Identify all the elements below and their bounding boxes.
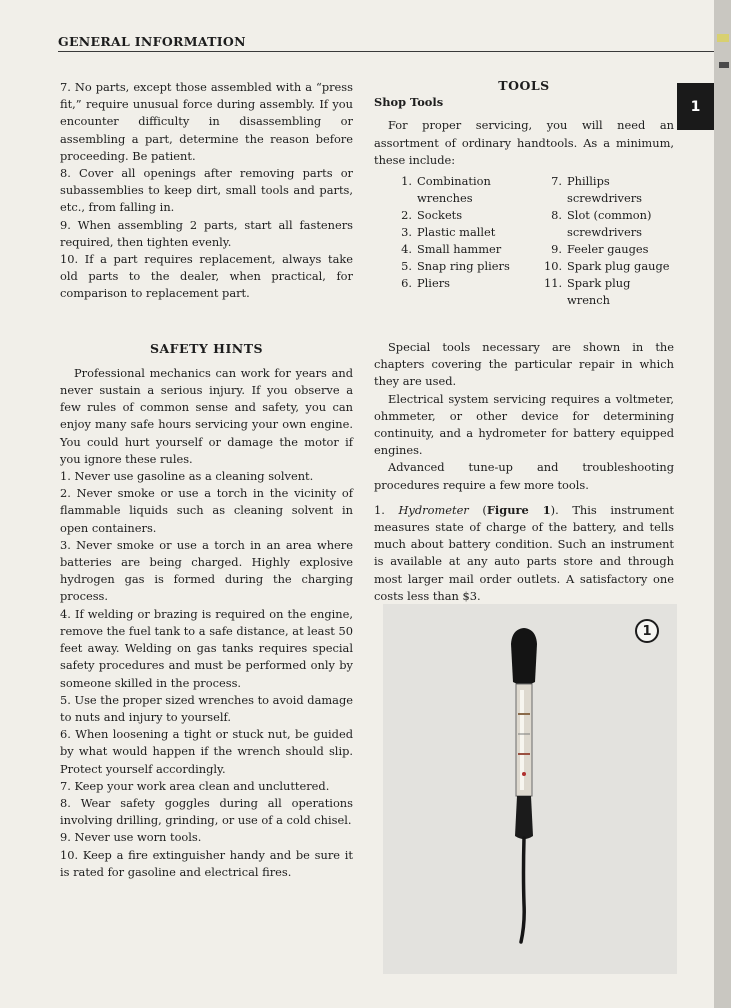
tool-item: 8. Slot (common) screwdrivers <box>551 208 652 240</box>
safety-intro: Professional mechanics can work for years and never sustain a serious injury. If you observe a few rules of common sense and safety, you can enjoy many safe hours servicing your own engine. You could hurt yourself or damage the motor if you ignore these rules. <box>60 365 353 466</box>
tools-list-left <box>374 173 544 309</box>
right-column <box>374 77 674 605</box>
safety-item: 9. Never use worn tools. <box>60 830 202 845</box>
tune-up-paragraph: Advanced tune-up and troubleshooting procedures require a few more tools. <box>374 460 674 492</box>
intro-paragraph: 9. When assembling 2 parts, start all fasteners required, then tighten evenly. <box>60 217 353 249</box>
tool-item: 4. Small hammer <box>401 242 502 257</box>
intro-paragraph: 7. No parts, except those assembled with a “press fit,” require unusual force during assembly. If you encounter difficulty in disassembling or assembling a part, determine the reason before proceeding. Be patient. <box>60 80 353 163</box>
safety-item: 7. Keep your work area clean and uncluttered. <box>60 778 330 793</box>
shop-tools-intro: For proper servicing, you will need an assortment of ordinary handtools. As a minimum, these include: <box>374 118 674 167</box>
intro-paragraph: 10. If a part requires replacement, always take old parts to the dealer, when practical, for comparison to replacement part. <box>60 252 353 301</box>
hydrometer-illustration <box>383 604 677 974</box>
safety-item: 10. Keep a fire extinguisher handy and be sure it is rated for gasoline and electrical fires. <box>60 847 353 879</box>
edge-mark <box>719 62 729 68</box>
chapter-tab: 1 <box>677 83 714 130</box>
tool-item: 10. Spark plug gauge <box>544 259 670 274</box>
safety-item: 1. Never use gasoline as a cleaning solvent. <box>60 469 314 484</box>
tool-item: 7. Phillips screwdrivers <box>551 174 643 206</box>
page-header: GENERAL INFORMATION <box>58 34 246 49</box>
safety-item: 2. Never smoke or use a torch in the vicinity of flammable liquids such as cleaning solvent in open containers. <box>60 486 353 535</box>
tool-item: 9. Feeler gauges <box>551 242 649 257</box>
intro-paragraph: 8. Cover all openings after removing parts or subassemblies to keep dirt, small tools and parts, etc., from falling in. <box>60 166 353 215</box>
tools-heading: TOOLS <box>498 78 550 93</box>
left-column <box>60 79 353 881</box>
figure-number-badge: 1 <box>635 619 659 643</box>
hydrometer-paragraph: 1. Hydrometer (Figure 1). This instrument measures state of charge of the battery, and tells much about battery condition. Such an instrument is available at any auto parts store and through most larger mail order outlets. A satisfactory one costs less than $3. <box>374 502 674 603</box>
tool-item: 1. Combination wrenches <box>401 174 491 206</box>
header-rule <box>58 51 714 52</box>
hydrometer-photo <box>383 604 677 974</box>
tool-item: 11. Spark plug wrench <box>544 276 631 308</box>
tool-item: 6. Pliers <box>401 276 450 291</box>
safety-hints-heading: SAFETY HINTS <box>149 340 264 356</box>
figure-reference: Figure 1 <box>486 502 551 517</box>
safety-item: 6. When loosening a tight or stuck nut, be guided by what would happen if the wrench should slip. Protect yourself accordingly. <box>60 727 353 776</box>
page-edge <box>714 0 731 1008</box>
special-tools-paragraph: Special tools necessary are shown in the chapters covering the particular repair in which they are used. <box>374 340 674 389</box>
tools-list <box>374 173 674 309</box>
safety-item: 3. Never smoke or use a torch in an area where batteries are being charged. Highly explosive hydrogen gas is formed during the charging process. <box>60 537 353 604</box>
shop-tools-heading: Shop Tools <box>374 95 444 110</box>
safety-item: 8. Wear safety goggles during all operations involving drilling, grinding, or use of a cold chisel. <box>60 795 353 828</box>
edge-mark <box>717 34 729 42</box>
hydrometer-term: Hydrometer <box>398 502 469 517</box>
electrical-paragraph: Electrical system servicing requires a voltmeter, ohmmeter, or other device for determining continuity, and a hydrometer for battery equipped engines. <box>374 391 674 458</box>
tool-item: 3. Plastic mallet <box>401 225 496 240</box>
safety-item: 5. Use the proper sized wrenches to avoid damage to nuts and injury to yourself. <box>60 692 354 724</box>
safety-item: 4. If welding or brazing is required on the engine, remove the fuel tank to a safe distance, at least 50 feet away. Welding on gas tanks requires special safety procedures and must be performed only by someone skilled in the process. <box>60 606 353 690</box>
tool-item: 5. Snap ring pliers <box>401 259 510 274</box>
tools-list-right <box>544 173 674 309</box>
tool-item: 2. Sockets <box>401 208 463 223</box>
